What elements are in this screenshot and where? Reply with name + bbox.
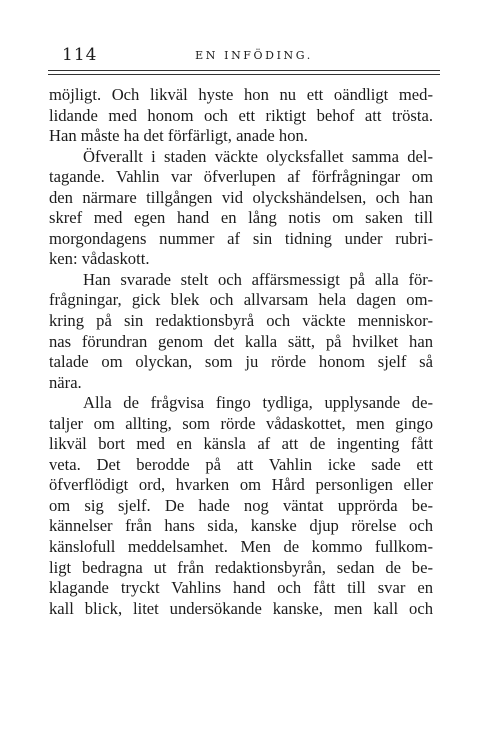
- text-line: Öfverallt i staden väckte olycksfallet samma del-: [83, 146, 433, 166]
- text-line: Han svarade stelt och affärsmessigt på alla för-: [83, 269, 433, 289]
- text-line: morgondagens nummer af sin tidning under rubri-: [49, 228, 433, 248]
- text-line: nära.: [49, 372, 82, 392]
- text-line: kring på sin redaktionsbyrå och väckte menniskor-: [49, 311, 433, 331]
- text-line: nas förundran genom det kalla sätt, på hvilket han: [49, 331, 433, 351]
- text-line: Alla de frågvisa fingo tydliga, upplysande de-: [83, 393, 433, 413]
- text-line: tagande. Vahlin var öfverlupen af förfrågningar om: [49, 167, 433, 187]
- page-number: 114: [62, 45, 98, 65]
- text-line: om sig sjelf. De hade nog väntat upprörda be-: [49, 495, 433, 515]
- text-line: frågningar, gick blek och allvarsam hela dagen om-: [49, 290, 433, 310]
- text-line: talade om olyckan, som ju rörde honom sjelf så: [49, 352, 433, 372]
- running-title: EN INFÖDING.: [195, 49, 313, 62]
- text-line: lidande med honom och ett riktigt behof att trösta.: [49, 105, 433, 125]
- text-line: likväl bort med en känsla af att de ingenting fått: [49, 434, 433, 454]
- text-line: ligt bedragna ut från redaktionsbyrån, sedan de be-: [49, 557, 433, 577]
- running-head: [48, 44, 432, 66]
- header-rule-lower: [48, 74, 440, 75]
- header-rule-upper: [48, 70, 440, 71]
- text-line: skref med egen hand en lång notis om saken till: [49, 208, 433, 228]
- text-line: öfverflödigt ord, hvarken om Hård personligen eller: [49, 475, 433, 495]
- text-line: möjligt. Och likväl hyste hon nu ett oändligt med-: [49, 85, 433, 104]
- text-line: Han måste ha det förfärligt, anade hon.: [49, 126, 308, 146]
- text-line: klagande tryckt Vahlins hand och fått till svar en: [49, 578, 433, 598]
- text-line: kall blick, litet undersökande kanske, men kall och: [49, 598, 433, 618]
- text-line: känslofull meddelsamhet. Men de kommo fullkom-: [49, 537, 433, 557]
- text-line: taljer om allting, som rörde vådaskottet, men gingo: [49, 413, 433, 433]
- text-line: veta. Det berodde på att Vahlin icke sade ett: [49, 454, 433, 474]
- text-line: kännelser från hans sida, kanske djup rörelse och: [49, 516, 433, 536]
- text-line: ken: vådaskott.: [49, 249, 150, 269]
- body-text: [49, 85, 433, 619]
- text-line: den närmare tillgången vid olyckshändelsen, och han: [49, 187, 433, 207]
